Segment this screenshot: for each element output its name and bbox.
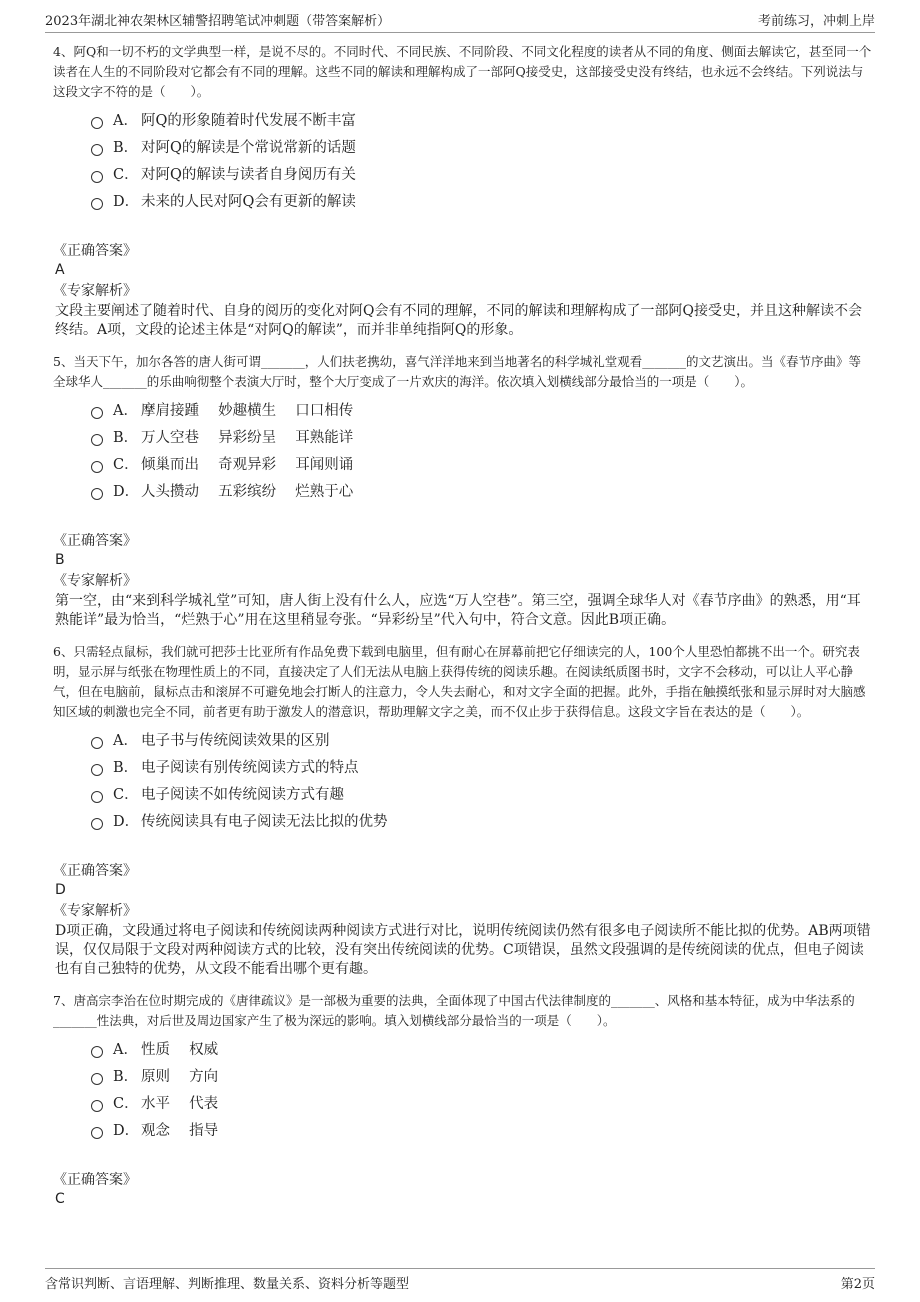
radio-icon[interactable] [91, 198, 103, 210]
answer-label: 《正确答案》 [53, 243, 137, 259]
option-letter: C． [113, 787, 139, 803]
analysis-text: D项正确，文段通过将电子阅读和传统阅读两种阅读方式进行对比，说明传统阅读仍然有很多电子阅读所不能比拟的优势。AB两项错误，仅仅局限于文段对两种阅读方式的比较，没有突出传统阅读的优势。C项错误，虽然文段强调的是传统阅读的优点，但电子阅读也有自己独特的优势，从文段不能看出哪个更有趣。 [55, 923, 871, 977]
radio-icon[interactable] [91, 434, 103, 446]
option-letter: B． [113, 140, 139, 156]
option-text: 电子阅读有别传统阅读方式的特点 [141, 760, 359, 776]
option-letter: D． [113, 484, 140, 500]
option-list [91, 396, 873, 504]
option-b[interactable] [91, 133, 873, 160]
header-title: 2023年湖北神农架林区辅警招聘笔试冲刺题（带答案解析） [45, 14, 391, 29]
option-text: 摩肩接踵 妙趣横生 口口相传 [141, 403, 354, 419]
radio-icon[interactable] [91, 171, 103, 183]
option-letter: B． [113, 430, 139, 446]
analysis-text: 第一空，由“来到科学城礼堂”可知，唐人街上没有什么人，应选“万人空巷”。第三空，强调全球华人对《春节序曲》的熟悉，用“耳熟能详”最为恰当，“烂熟于心”用在这里稍显夸张。“异彩纷呈”代入句中，符合文意。因此B项正确。 [55, 593, 861, 628]
option-text: 人头攒动 五彩缤纷 烂熟于心 [141, 484, 354, 500]
radio-icon[interactable] [91, 144, 103, 156]
option-c[interactable] [91, 780, 873, 807]
question-stem: 4、阿Q和一切不朽的文学典型一样，是说不尽的。不同时代、不同民族、不同阶段、不同文化程度的读者从不同的角度、侧面去解读它，甚至同一个读者在人生的不同阶段对它都会有不同的理解。这些不同的解读和理解构成了一部阿Q接受史，这部接受史没有终结，也永远不会终结。下列说法与这段文字不符的是（ ）。 [53, 44, 872, 99]
option-a[interactable] [91, 726, 873, 753]
option-b[interactable] [91, 423, 873, 450]
answer-value: D [55, 882, 66, 898]
radio-icon[interactable] [91, 1046, 103, 1058]
option-list [91, 726, 873, 834]
radio-icon[interactable] [91, 461, 103, 473]
option-d[interactable] [91, 187, 873, 214]
question-5 [53, 352, 873, 630]
option-list [91, 106, 873, 214]
option-text: 水平 代表 [141, 1096, 219, 1112]
option-text: 未来的人民对阿Q会有更新的解读 [141, 194, 356, 210]
option-d[interactable] [91, 807, 873, 834]
answer-value: B [55, 552, 65, 568]
option-b[interactable] [91, 753, 873, 780]
option-a[interactable] [91, 396, 873, 423]
answer-value: A [55, 262, 65, 278]
option-letter: C． [113, 457, 139, 473]
option-d[interactable] [91, 1116, 873, 1143]
question-6 [53, 642, 873, 979]
option-text: 对阿Q的解读是个常说常新的话题 [141, 140, 356, 156]
option-letter: C． [113, 167, 139, 183]
option-text: 观念 指导 [141, 1123, 219, 1139]
option-letter: B． [113, 760, 139, 776]
question-7 [53, 991, 873, 1209]
option-text: 倾巢而出 奇观异彩 耳闻则诵 [141, 457, 354, 473]
question-4 [53, 42, 873, 340]
option-c[interactable] [91, 1089, 873, 1116]
question-stem: 5、当天下午，加尔各答的唐人街可谓_______，人们扶老携幼，喜气洋洋地来到当地著名的科学城礼堂观看_______的文艺演出。当《春节序曲》等全球华人_______的乐曲响彻整个表演大厅时，整个大厅变成了一片欢庆的海洋。依次填入划横线部分最恰当的一项是（ ）。 [53, 354, 861, 389]
option-letter: D． [113, 1123, 140, 1139]
option-text: 对阿Q的解读与读者自身阅历有关 [141, 167, 356, 183]
option-letter: C． [113, 1096, 139, 1112]
page-number: 第2页 [840, 1277, 875, 1292]
option-c[interactable] [91, 160, 873, 187]
option-letter: A． [113, 1042, 138, 1058]
radio-icon[interactable] [91, 117, 103, 129]
option-a[interactable] [91, 1035, 873, 1062]
radio-icon[interactable] [91, 407, 103, 419]
option-c[interactable] [91, 450, 873, 477]
footer-note: 含常识判断、言语理解、判断推理、数量关系、资料分析等题型 [45, 1277, 410, 1292]
question-list [53, 42, 873, 1221]
radio-icon[interactable] [91, 764, 103, 776]
page-footer [45, 1268, 875, 1293]
question-stem: 6、只需轻点鼠标，我们就可把莎士比亚所有作品免费下载到电脑里，但有耐心在屏幕前把它仔细读完的人，100个人里恐怕都挑不出一个。研究表明，显示屏与纸张在物理性质上的不同，直接决定了人们无法从电脑上获得传统的阅读乐趣。在阅读纸质图书时，文字不会移动，可以让人平心静气，但在电脑前，鼠标点击和滚屏不可避免地会打断人的注意力，令人失去耐心，和对文字全面的把握。此外，手指在触摸纸张和显示屏时对大脑感知区域的刺激也完全不同，前者更有助于激发人的潜意识，帮助理解文字之美，而不仅止步于获得信息。这段文字旨在表达的是（ ）。 [53, 644, 866, 719]
option-text: 原则 方向 [141, 1069, 219, 1085]
option-b[interactable] [91, 1062, 873, 1089]
option-letter: B． [113, 1069, 139, 1085]
page-header [45, 10, 875, 33]
option-text: 传统阅读具有电子阅读无法比拟的优势 [141, 814, 388, 830]
option-text: 电子阅读不如传统阅读方式有趣 [141, 787, 344, 803]
option-letter: D． [113, 194, 140, 210]
radio-icon[interactable] [91, 488, 103, 500]
option-letter: A． [113, 733, 138, 749]
option-letter: A． [113, 403, 138, 419]
option-a[interactable] [91, 106, 873, 133]
answer-label: 《正确答案》 [53, 863, 137, 879]
radio-icon[interactable] [91, 1100, 103, 1112]
analysis-label: 《专家解析》 [53, 283, 137, 299]
option-text: 电子书与传统阅读效果的区别 [141, 733, 330, 749]
radio-icon[interactable] [91, 818, 103, 830]
header-slogan: 考前练习，冲刺上岸 [757, 14, 875, 29]
radio-icon[interactable] [91, 737, 103, 749]
option-text: 性质 权威 [141, 1042, 219, 1058]
option-text: 阿Q的形象随着时代发展不断丰富 [141, 113, 356, 129]
answer-label: 《正确答案》 [53, 533, 137, 549]
analysis-label: 《专家解析》 [53, 573, 137, 589]
analysis-text: 文段主要阐述了随着时代、自身的阅历的变化对阿Q会有不同的理解，不同的解读和理解构成了一部阿Q接受史，并且这种解读不会终结。A项，文段的论述主体是“对阿Q的解读”，而并非单纯指阿Q的形象。 [55, 303, 862, 338]
option-text: 万人空巷 异彩纷呈 耳熟能详 [141, 430, 354, 446]
question-stem: 7、唐高宗李治在位时期完成的《唐律疏议》是一部极为重要的法典，全面体现了中国古代法律制度的_______、风格和基本特征，成为中华法系的_______性法典，对后世及周边国家产生了极为深远的影响。填入划横线部分最恰当的一项是（ ）。 [53, 993, 855, 1028]
answer-value: C [55, 1191, 65, 1207]
radio-icon[interactable] [91, 791, 103, 803]
analysis-label: 《专家解析》 [53, 903, 137, 919]
option-letter: A． [113, 113, 138, 129]
option-list [91, 1035, 873, 1143]
option-letter: D． [113, 814, 140, 830]
option-d[interactable] [91, 477, 873, 504]
answer-label: 《正确答案》 [53, 1172, 137, 1188]
radio-icon[interactable] [91, 1073, 103, 1085]
radio-icon[interactable] [91, 1127, 103, 1139]
